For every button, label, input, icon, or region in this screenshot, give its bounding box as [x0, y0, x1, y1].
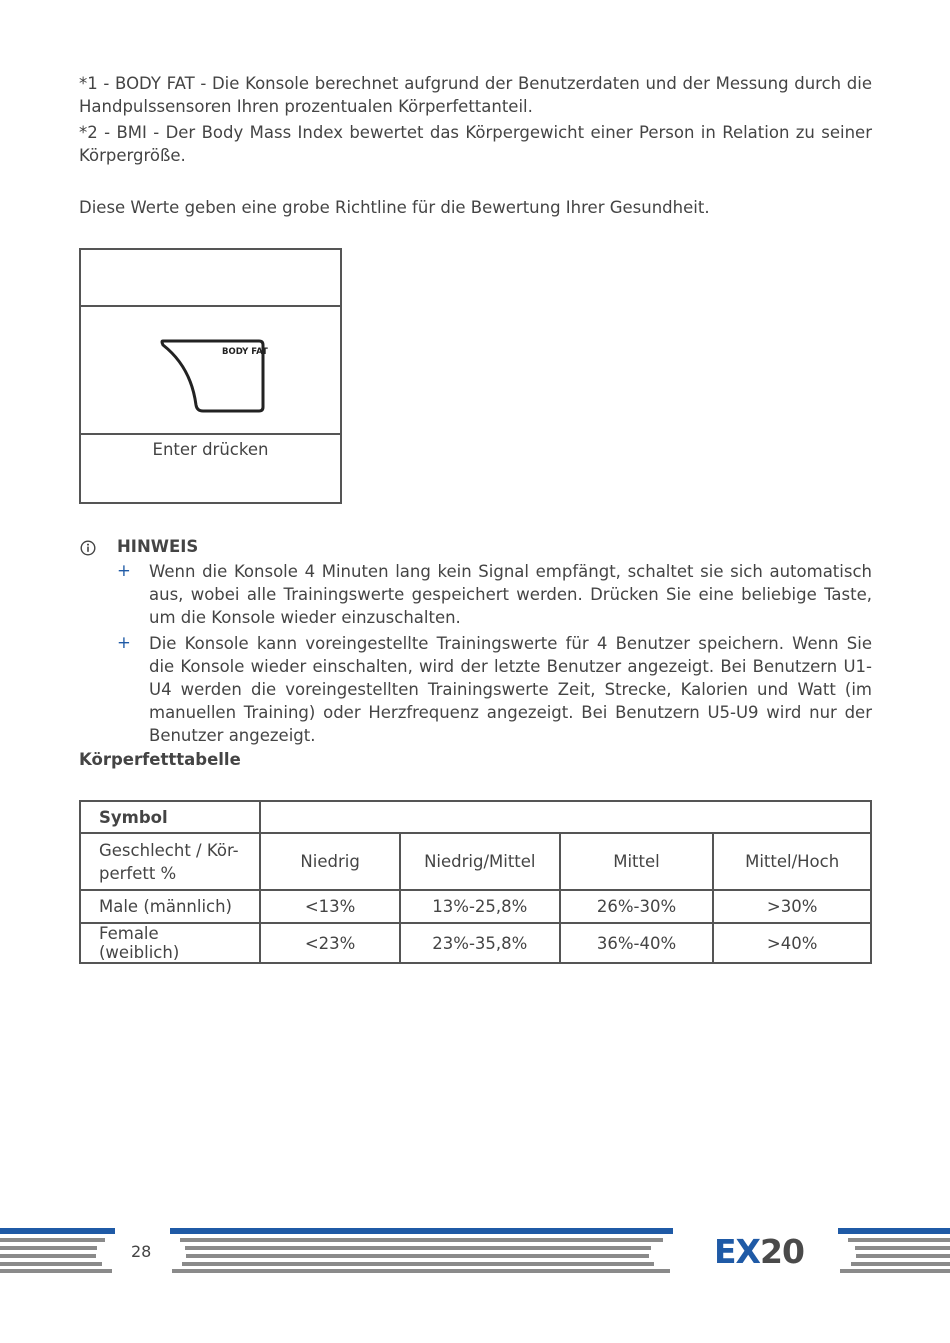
gender-header-text: Geschlecht / Kör-perfett % — [99, 840, 239, 883]
bullet-plus-icon: + — [117, 561, 131, 580]
body-fat-table-title: Körperfetttabelle — [79, 750, 241, 769]
table-cell: <13% — [260, 890, 399, 923]
note-title: HINWEIS — [117, 537, 199, 556]
table-row — [80, 890, 871, 923]
body-fat-button-icon — [159, 337, 269, 417]
console-display-box — [79, 248, 342, 504]
intro-guideline: Diese Werte geben eine grobe Richtline für die Bewertung Ihrer Gesundheit. — [79, 198, 710, 217]
display-button-row — [81, 307, 340, 435]
gender-header — [80, 833, 260, 890]
brand-logo — [714, 1232, 804, 1271]
table-row — [80, 833, 871, 890]
page-number: 28 — [131, 1242, 152, 1261]
table-row — [80, 801, 871, 833]
note-item: Die Konsole kann voreingestellte Trainingswerte für 4 Benutzer speichern. Wenn Sie die Konsole wieder einschalten, wird der letzte Benutzer angezeigt. Bei Benutzern U1-U4 werden die voreingestellten Trainingswerte Zeit, Strecke, Kalorien und Watt (im manuellen Training) oder Herzfrequenz angezeigt. Bei Benutzern U5-U9 wird nur der Benutzer angezeigt. — [149, 634, 872, 745]
enter-caption: Enter drücken — [152, 440, 269, 459]
column-header: Niedrig/Mittel — [400, 833, 560, 890]
table-cell: 36%-40% — [560, 923, 714, 963]
bullet-plus-icon: + — [117, 633, 131, 652]
row-label: Male (männlich) — [80, 890, 260, 923]
intro-bmi: *2 - BMI - Der Body Mass Index bewertet das Körpergewicht einer Person in Relation zu seiner Körpergröße. — [79, 123, 872, 165]
brand-logo-part: 20 — [760, 1232, 804, 1271]
note-item: Wenn die Konsole 4 Minuten lang kein Signal empfängt, schaltet sie sich automatisch aus, wobei alle Trainingswerte gespeichert werden. Drücken Sie eine beliebige Taste, um die Konsole wieder einzuschalten. — [149, 562, 872, 627]
column-header: Mittel/Hoch — [713, 833, 871, 890]
symbol-header: Symbol — [80, 801, 260, 833]
intro-body-fat: *1 - BODY FAT - Die Konsole berechnet aufgrund der Benutzerdaten und der Messung durch die Handpulssensoren Ihren prozentualen Körperfettanteil. — [79, 74, 872, 116]
display-empty-row — [81, 250, 340, 307]
table-cell: 23%-35,8% — [400, 923, 560, 963]
body-fat-table — [79, 800, 872, 964]
table-row — [80, 923, 871, 963]
column-header: Mittel — [560, 833, 714, 890]
column-header: Niedrig — [260, 833, 399, 890]
body-fat-button-label: BODY FAT — [222, 347, 268, 357]
brand-logo-part: EX — [714, 1232, 760, 1271]
symbol-cell — [260, 801, 871, 833]
display-caption-row — [81, 435, 340, 502]
table-cell: >30% — [713, 890, 871, 923]
table-cell: >40% — [713, 923, 871, 963]
info-icon — [80, 540, 96, 556]
table-cell: <23% — [260, 923, 399, 963]
table-cell: 13%-25,8% — [400, 890, 560, 923]
table-cell: 26%-30% — [560, 890, 714, 923]
row-label: Female (weiblich) — [80, 923, 260, 963]
